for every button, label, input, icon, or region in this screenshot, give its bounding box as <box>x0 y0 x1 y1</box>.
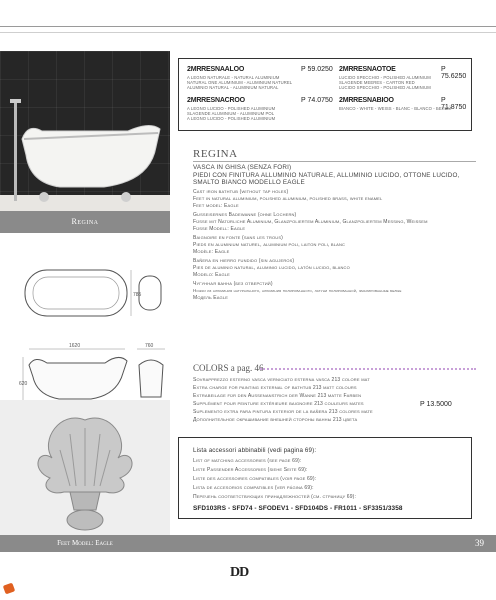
dim-length: 1620 <box>69 343 81 349</box>
model-line: Модель Eagle <box>193 295 229 301</box>
product-desc: A LEGNO LUCIDO - POLISHED ALUMINIUM <box>187 116 276 121</box>
accessories-line: Liste des accessoires compatibles (voir page 69): <box>193 476 317 482</box>
product-desc: NATURAL ONE ALUMINIUM - ALUMINIUM NATUREL <box>187 80 293 85</box>
accessories-heading: Lista accessori abbinabili (vedi pagina 69): <box>193 447 317 454</box>
accessories-line: Перечень соответствующих принадлежностей (см. страницу 69): <box>193 494 357 500</box>
feet-caption: Feet Model: Eagle <box>0 535 170 552</box>
model-title: REGINA <box>193 148 238 160</box>
page-number: 39 <box>475 538 484 548</box>
bathtub-illustration <box>0 51 170 233</box>
dim-height: 620 <box>19 381 28 387</box>
product-code: 2MRRESNABIOO <box>339 97 394 104</box>
colors-line: Sovrapprezzo esterno vasca verniciato esterna vasca 213 colore mat <box>193 377 370 383</box>
photo-caption: Regina <box>0 211 170 233</box>
model-subtitle: VASCA IN GHISA (SENZA FORI) <box>193 164 292 171</box>
accessories-line: Liste Passender Accessories (siehe Seite 69): <box>193 467 308 473</box>
dim-width: 785 <box>133 292 142 298</box>
corner-icon[interactable] <box>3 583 15 595</box>
model-line: Ножки из алюминия натурального, алюминия полированного, латуни полированной, эмалированные белые <box>193 288 402 293</box>
model-line: Modèle: Eagle <box>193 249 230 255</box>
header-rule <box>0 26 496 27</box>
accessories-line: List of matching accessories (see page 69): <box>193 458 302 464</box>
model-line: Pieds en aluminium naturel, aluminium poli, laiton poli, blanc <box>193 242 346 248</box>
product-desc: SLAGENDE ALUMINIUM - ALUMINIUM POL <box>187 111 275 116</box>
feet-photo <box>0 400 170 552</box>
header-rule-thin <box>0 32 496 33</box>
model-line: Feet model: Eagle <box>193 203 239 209</box>
model-line: Baignoire en fonte (sans les trous) <box>193 235 283 241</box>
colors-line: Extra charge for painting external of bathtub 213 matt colours <box>193 385 357 391</box>
model-line: Feet in natural aluminium, polished aluminium, polished brass, white enamel <box>193 196 383 202</box>
product-price: P 59.0250 <box>301 66 333 73</box>
top-view-drawing <box>19 260 169 335</box>
dotted-rule <box>260 368 476 370</box>
colors-label: COLORS a pag. 46 <box>193 363 264 373</box>
model-description: PIEDI CON FINITURA ALLUMINIO NATURALE, ALLUMINIO LUCIDO, OTTONE LUCIDO, SMALTO BIANCO MODELLO EAGLE <box>193 172 460 186</box>
product-desc: LUCIDO SPECCHIO - POLISHED ALUMINIUM <box>339 75 431 80</box>
title-rule <box>193 161 476 162</box>
product-price: P 74.0750 <box>301 97 333 104</box>
brand-logo: DD <box>230 565 249 580</box>
product-desc: A LEGNO NATURALE - NATURAL ALUMINIUM <box>187 75 280 80</box>
model-line: Cast iron bathtub (without tap holes) <box>193 189 289 195</box>
model-line: Чугунная ванна (без отверстий) <box>193 281 273 287</box>
accessories-codes: SFD103RS - SFD74 - SFODEV1 - SFD104DS - FR1011 - SF3351/3358 <box>193 505 403 512</box>
product-desc: SLAGENDE MEERES - CARTON RED <box>339 80 415 85</box>
product-desc: ALUMINIO NATURAL - ALUMINIUM NATURAL <box>187 85 279 90</box>
product-price: P 75.6250 <box>441 66 467 80</box>
colors-line: Suplemento extra para pintura exterior de la bañera 213 colores mate <box>193 409 373 415</box>
model-line: Füsse Modell: Eagle <box>193 226 246 232</box>
colors-line: Supplément pour peinture extérieure baignoire 213 couleurs mates <box>193 401 364 407</box>
colors-price: P 13.5000 <box>420 401 452 408</box>
feet-illustration <box>0 400 170 552</box>
accessories-line: Lista de accesorios compatibles (ver página 69): <box>193 485 314 491</box>
bathtub-photo <box>0 51 170 233</box>
product-desc: BIANCO - WHITE - WEISS - BLANC - BLANCO - БЕЛЫЙ <box>339 106 452 111</box>
product-desc: A LEGNO LUCIDO - POLISHED ALUMINIUM <box>187 106 276 111</box>
model-line: Füsse mit Natürliche Aluminium, Glanzpoliertem Aluminium, Glanzpoliertem Messing, Weissem <box>193 219 428 225</box>
product-code: 2MRRESNAOTOE <box>339 66 396 73</box>
product-code: 2MRRESNACROO <box>187 97 245 104</box>
accessories-box <box>178 437 472 519</box>
dim-side: 760 <box>145 343 154 349</box>
product-code: 2MRRESNAALOO <box>187 66 245 73</box>
model-line: Gusseisernes Badewanne (ohne Lochern) <box>193 212 297 218</box>
model-line: Bañera en hierro fundido (sin agujeros) <box>193 258 295 264</box>
product-desc: LUCIDO SPECCHIO - POLISHED ALUMINIUM <box>339 85 431 90</box>
product-price: P 71.8750 <box>441 97 467 111</box>
price-box <box>178 58 472 131</box>
colors-line: Дополнительное окрашивание внешней стороны ванны 213 цвета <box>193 417 358 423</box>
model-line: Pies de aluminio natural, aluminio lucido, latón lucido, blanco <box>193 265 350 271</box>
model-line: Modelo: Eagle <box>193 272 230 278</box>
colors-line: Extrabeilage für den Aussenanstrich der Wanne 213 matte Farben <box>193 393 362 399</box>
